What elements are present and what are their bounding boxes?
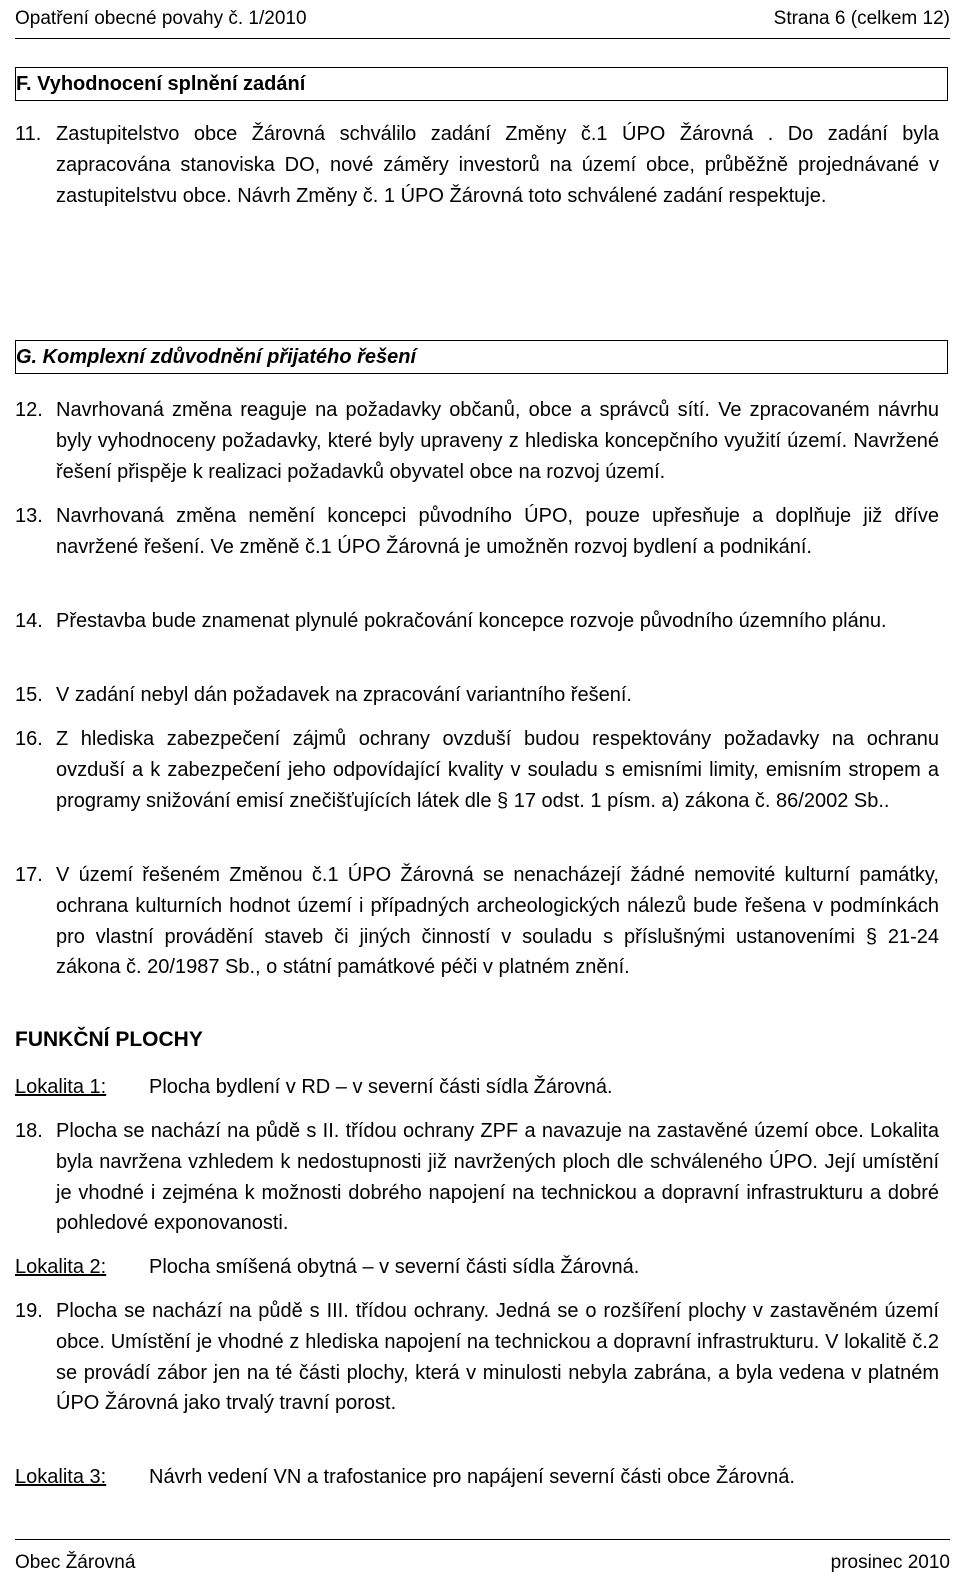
paragraph-number: 13.: [15, 505, 43, 527]
header-document-title: Opatření obecné povahy č. 1/2010: [15, 8, 307, 29]
paragraph-text: Navrhovaná změna nemění koncepci původního ÚPO, pouze upřesňuje a doplňuje již dříve navržené řešení. Ve změně č.1 ÚPO Žárovná je umožněn rozvoj bydlení a podnikání.: [56, 505, 939, 558]
paragraph-text: Z hlediska zabezpečení zájmů ochrany ovzduší budou respektovány požadavky na ochranu ovzduší a k zabezpečení jeho odpovídající kvality v souladu s emisními limity, emisním stropem a programy snižování emisí znečišťujících látek dle § 17 odst. 1 písm. a) zákona č. 86/2002 Sb..: [56, 728, 939, 812]
lokalita-label: Lokalita 2:: [15, 1256, 107, 1278]
paragraph-number: 19.: [15, 1300, 43, 1322]
paragraph-12: [15, 395, 939, 487]
header-page-number: Strana 6 (celkem 12): [773, 8, 950, 29]
paragraph-number: 16.: [15, 728, 43, 750]
paragraph-number: 17.: [15, 864, 43, 886]
paragraph-15: [15, 680, 939, 711]
lokalita-label: Lokalita 1:: [15, 1076, 107, 1098]
paragraph-17: [15, 860, 939, 983]
funkcni-plochy-heading: FUNKČNÍ PLOCHY: [15, 1028, 203, 1051]
section-g-title: G. Komplexní zdůvodnění přijatého řešení: [16, 345, 417, 368]
paragraph-number: 15.: [15, 684, 43, 706]
paragraph-text: Zastupitelstvo obce Žárovná schválilo zadání Změny č.1 ÚPO Žárovná . Do zadání byla zapracována stanoviska DO, nové záměry investorů na území obce, průběžně projednávané v zastupitelstvu obce. Návrh Změny č. 1 ÚPO Žárovná toto schválené zadání respektuje.: [56, 123, 939, 207]
paragraph-16: [15, 724, 939, 816]
paragraph-text: Plocha se nachází na půdě s III. třídou ochrany. Jedná se o rozšíření plochy v zastavěném území obce. Umístění je vhodné z hlediska napojení na technickou a dopravní infrastrukturu. V lokalitě č.2 se provádí zábor jen na té části plochy, která v minulosti nebyla zabrána, a byla vedena v platném ÚPO Žárovná jako trvalý travní porost.: [56, 1300, 939, 1415]
footer-date: prosinec 2010: [830, 1552, 950, 1573]
paragraph-18: [15, 1116, 939, 1239]
section-g-heading: [15, 340, 948, 374]
paragraph-11: [15, 119, 939, 212]
paragraph-number: 12.: [15, 399, 43, 421]
paragraph-text: V zadání nebyl dán požadavek na zpracování variantního řešení.: [56, 684, 632, 706]
paragraph-number: 18.: [15, 1120, 43, 1142]
section-f-heading: [15, 67, 948, 101]
paragraph-text: Přestavba bude znamenat plynulé pokračování koncepce rozvoje původního územního plánu.: [56, 610, 887, 632]
lokalita-description: Návrh vedení VN a trafostanice pro napájení severní části obce Žárovná.: [149, 1466, 795, 1488]
lokalita-label: Lokalita 3:: [15, 1466, 107, 1488]
lokalita-1: [15, 1076, 613, 1099]
lokalita-2: [15, 1256, 639, 1279]
lokalita-3: [15, 1466, 795, 1489]
paragraph-text: V území řešeném Změnou č.1 ÚPO Žárovná se nenacházejí žádné nemovité kulturní památky, ochrana kulturních hodnot území i případných archeologických nálezů bude řešena v podmínkách pro vlastní provádění staveb či jiných činností v souladu s příslušnými ustanoveními § 21-24 zákona č. 20/1987 Sb., o státní památkové péči v platném znění.: [56, 864, 939, 979]
lokalita-description: Plocha bydlení v RD – v severní části sídla Žárovná.: [149, 1076, 613, 1098]
paragraph-number: 14.: [15, 610, 43, 632]
paragraph-number: 11.: [15, 123, 42, 145]
footer-municipality: Obec Žárovná: [15, 1552, 136, 1573]
paragraph-19: [15, 1296, 939, 1419]
paragraph-text: Navrhovaná změna reaguje na požadavky občanů, obce a správců sítí. Ve zpracovaném návrhu byly vyhodnoceny požadavky, které byly upraveny z hlediska koncepčního využití území. Navržené řešení přispěje k realizaci požadavků obyvatel obce na rozvoj území.: [56, 399, 939, 483]
page-header: [15, 0, 950, 39]
paragraph-text: Plocha se nachází na půdě s II. třídou ochrany ZPF a navazuje na zastavěné území obce. Lokalita byla navržena vzhledem k nedostupnosti již navržených ploch dle schváleného ÚPO. Její umístění je vhodné i zejména k možnosti dobrého napojení na technickou a dopravní infrastrukturu a dobré pohledové exponovanosti.: [56, 1120, 939, 1235]
paragraph-13: [15, 501, 939, 563]
paragraph-14: [15, 606, 939, 637]
lokalita-description: Plocha smíšená obytná – v severní části sídla Žárovná.: [149, 1256, 640, 1278]
section-f-title: F. Vyhodnocení splnění zadání: [16, 72, 306, 95]
page-footer: [15, 1539, 950, 1574]
